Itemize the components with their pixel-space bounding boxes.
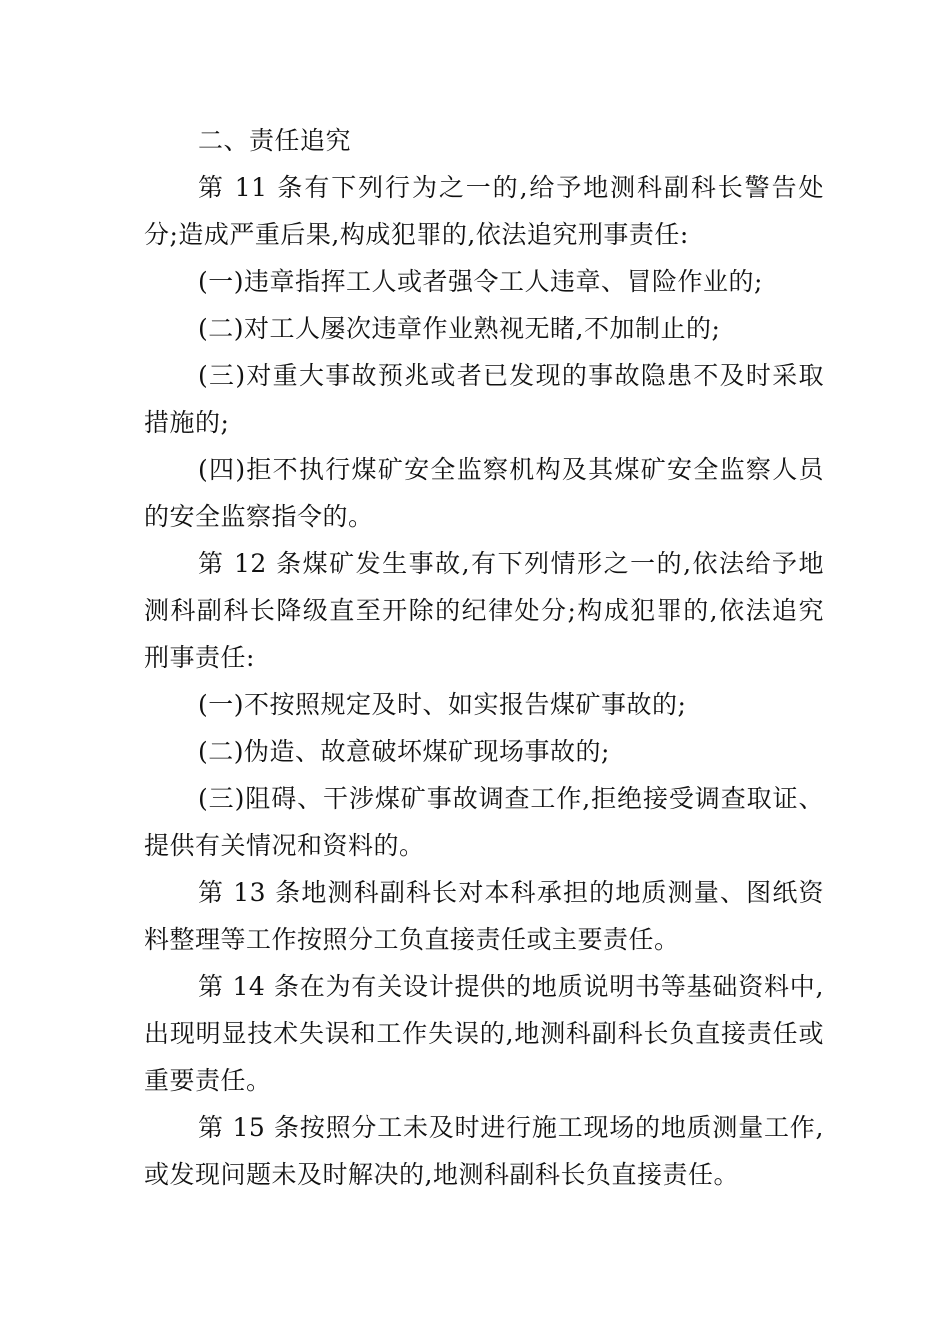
article-11-item-3: (三)对重大事故预兆或者已发现的事故隐患不及时采取措施的; [144, 361, 824, 437]
article-13: 第 13 条地测科副科长对本科承担的地质测量、图纸资料整理等工作按照分工负直接责任或主要责任。 [144, 878, 824, 954]
article-11-item-2: (二)对工人屡次违章作业熟视无睹,不加制止的; [198, 314, 721, 343]
article-11: 第 11 条有下列行为之一的,给予地测科副科长警告处分;造成严重后果,构成犯罪的,依法追究刑事责任: [144, 173, 824, 249]
document-body [144, 117, 824, 1198]
article-12-item-2: (二)伪造、故意破坏煤矿现场事故的; [198, 737, 610, 766]
section-heading: 二、责任追究 [198, 126, 352, 155]
article-12-item-1: (一)不按照规定及时、如实报告煤矿事故的; [198, 690, 687, 719]
article-15: 第 15 条按照分工未及时进行施工现场的地质测量工作,或发现问题未及时解决的,地测科副科长负直接责任。 [144, 1113, 824, 1189]
article-11-item-1: (一)违章指挥工人或者强令工人违章、冒险作业的; [198, 267, 763, 296]
article-14: 第 14 条在为有关设计提供的地质说明书等基础资料中,出现明显技术失误和工作失误的,地测科副科长负直接责任或重要责任。 [144, 972, 824, 1095]
article-12-item-3: (三)阻碍、干涉煤矿事故调查工作,拒绝接受调查取证、提供有关情况和资料的。 [144, 784, 824, 860]
article-11-item-4: (四)拒不执行煤矿安全监察机构及其煤矿安全监察人员的安全监察指令的。 [144, 455, 824, 531]
article-12: 第 12 条煤矿发生事故,有下列情形之一的,依法给予地测科副科长降级直至开除的纪律处分;构成犯罪的,依法追究刑事责任: [144, 549, 824, 672]
